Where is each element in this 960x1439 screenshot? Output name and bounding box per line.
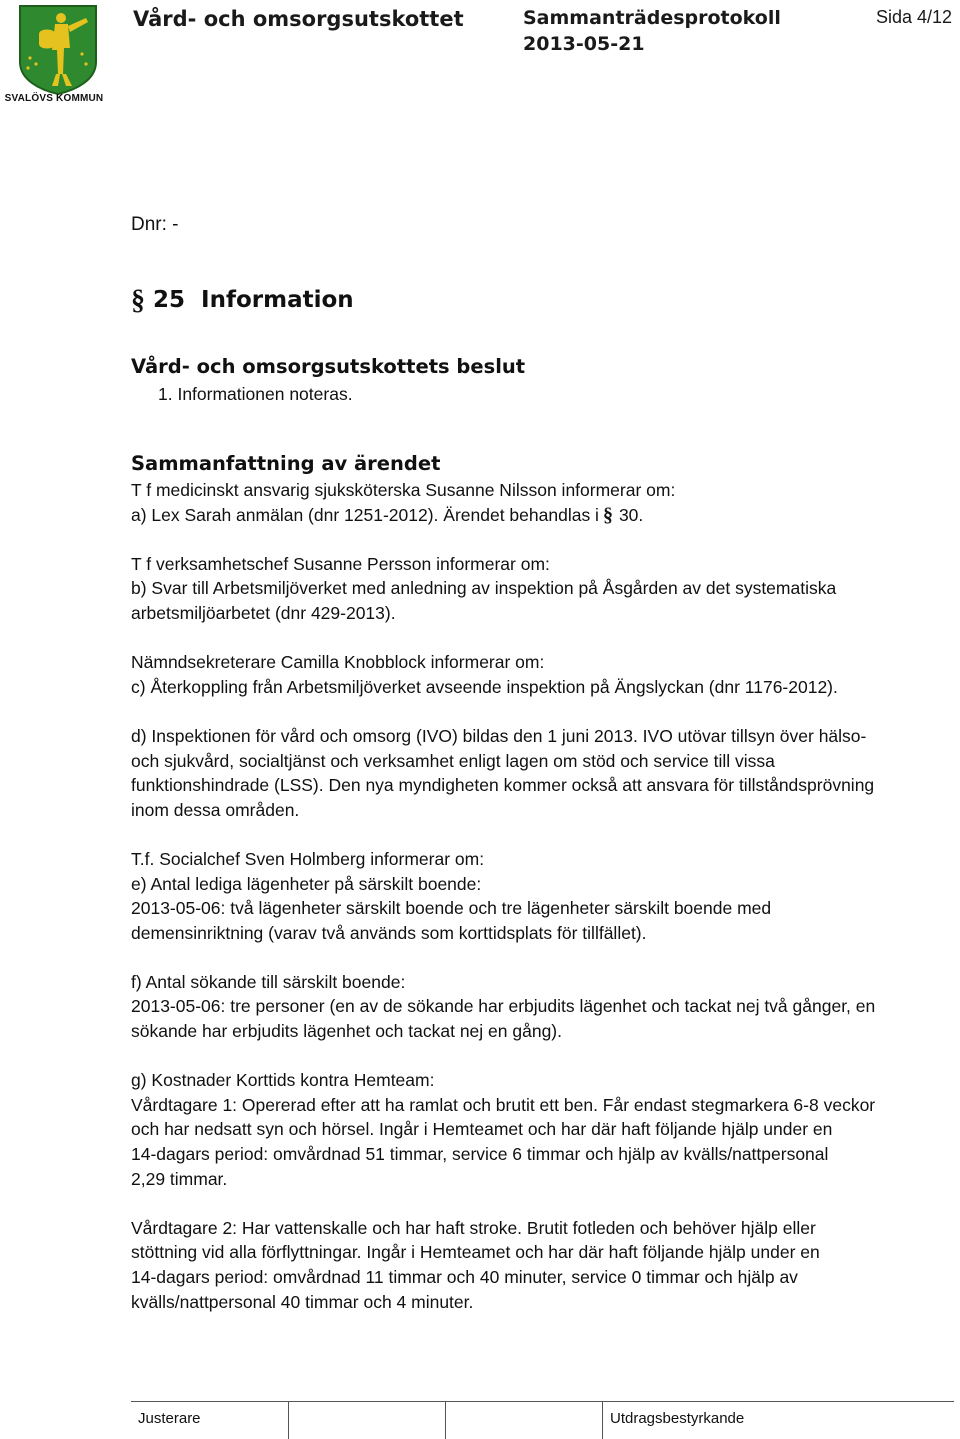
section-title (131, 283, 354, 315)
signature-cell (445, 1402, 603, 1439)
decision-item: 1. Informationen noteras. (158, 384, 353, 404)
text-line: 14-dagars period: omvårdnad 51 timmar, service 6 timmar och hjälp av kvälls/nattpersonal (131, 1144, 829, 1165)
text-line: funktionshindrade (LSS). Den nya myndigheten kommer också att ansvara för tillståndsprövning (131, 775, 875, 796)
signature-cell (288, 1402, 446, 1439)
paragraph-a (131, 478, 957, 527)
logo-text: SVALÖVS KOMMUN (4, 93, 104, 104)
text-line: arbetsmiljöarbetet (dnr 429-2013). (131, 602, 396, 623)
summary-body (131, 478, 957, 1339)
text-line: c) Återkoppling från Arbetsmiljöverket avseende inspektion på Ängslyckan (dnr 1176-2012). (131, 676, 838, 697)
text-line: 2013-05-06: tre personer (en av de sökande har erbjudits lägenhet och tackat nej två gånger, en (131, 996, 876, 1017)
paragraph-c (131, 650, 957, 699)
text-line: Vårdtagare 1: Opererad efter att ha ramlat och brutit ett ben. Får endast stegmarkera 6-8 veckor (131, 1094, 876, 1115)
text-line: Vårdtagare 2: Har vattenskalle och har haft stroke. Brutit fotleden och behöver hjälp eller (131, 1217, 816, 1238)
decision-heading: Vård- och omsorgsutskottets beslut (131, 355, 526, 378)
paragraph-g (131, 1068, 957, 1191)
section-sign: § (131, 285, 145, 316)
text-line: sökande har erbjudits lägenhet och tackat nej en gång). (131, 1021, 562, 1042)
text-line: a) Lex Sarah anmälan (dnr 1251-2012). Ärendet behandlas i (131, 504, 599, 525)
summary-heading: Sammanfattning av ärendet (131, 452, 441, 475)
text-line: och har nedsatt syn och hörsel. Ingår i Hemteamet och har där haft följande hjälp under en (131, 1119, 833, 1140)
text-line: b) Svar till Arbetsmiljöverket med anledning av inspektion på Åsgården av det systematiska (131, 578, 837, 599)
text-line: T f verksamhetschef Susanne Persson informerar om: (131, 553, 550, 574)
text-line: f) Antal sökande till särskilt boende: (131, 971, 406, 992)
section-sign: § (602, 503, 613, 526)
text-line: inom dessa områden. (131, 799, 300, 820)
paragraph-h (131, 1216, 957, 1314)
utdrag-cell (602, 1402, 955, 1439)
paragraph-f (131, 970, 957, 1044)
justerare-label: Justerare (138, 1410, 201, 1427)
text-line: g) Kostnader Korttids kontra Hemteam: (131, 1070, 435, 1091)
text-line: 30. (618, 504, 644, 525)
text-line: T f medicinskt ansvarig sjuksköterska Susanne Nilsson informerar om: (131, 480, 676, 500)
justerare-cell (131, 1402, 288, 1439)
utdrag-label: Utdragsbestyrkande (610, 1410, 745, 1427)
diary-number: Dnr: - (131, 214, 179, 235)
text-line: 2013-05-06: två lägenheter särskilt boende och tre lägenheter särskilt boende med (131, 898, 772, 919)
text-line: e) Antal lediga lägenheter på särskilt boende: (131, 873, 482, 894)
paragraph-e (131, 847, 957, 945)
text-line: d) Inspektionen för vård och omsorg (IVO) bildas den 1 juni 2013. IVO utövar tillsyn över hälso- (131, 725, 867, 746)
text-line: kvälls/nattpersonal 40 timmar och 4 minuter. (131, 1291, 474, 1312)
page-number: Sida 4/12 (876, 7, 953, 27)
text-line: T.f. Socialchef Sven Holmberg informerar om: (131, 848, 485, 869)
text-line: demensinriktning (varav två används som korttidsplats för tillfället). (131, 922, 647, 943)
protocol-date: 2013-05-21 (523, 33, 645, 55)
section-title-text: 25 Information (153, 287, 354, 313)
text-line: stöttning vid alla förflyttningar. Ingår i Hemteamet och har där haft följande hjälp under en (131, 1242, 820, 1263)
text-line: 14-dagars period: omvårdnad 11 timmar och 40 minuter, service 0 timmar och hjälp av (131, 1267, 798, 1287)
text-line: och sjukvård, socialtjänst och verksamhet enligt lagen om stöd och service till vissa (131, 750, 775, 771)
text-line: Nämndsekreterare Camilla Knobblock informerar om: (131, 652, 545, 673)
paragraph-b (131, 552, 957, 626)
organization-title: Vård- och omsorgsutskottet (133, 7, 464, 31)
signature-footer (131, 1401, 954, 1439)
text-line: 2,29 timmar. (131, 1168, 228, 1189)
protocol-title: Sammanträdesprotokoll (523, 7, 781, 29)
paragraph-d (131, 724, 957, 822)
